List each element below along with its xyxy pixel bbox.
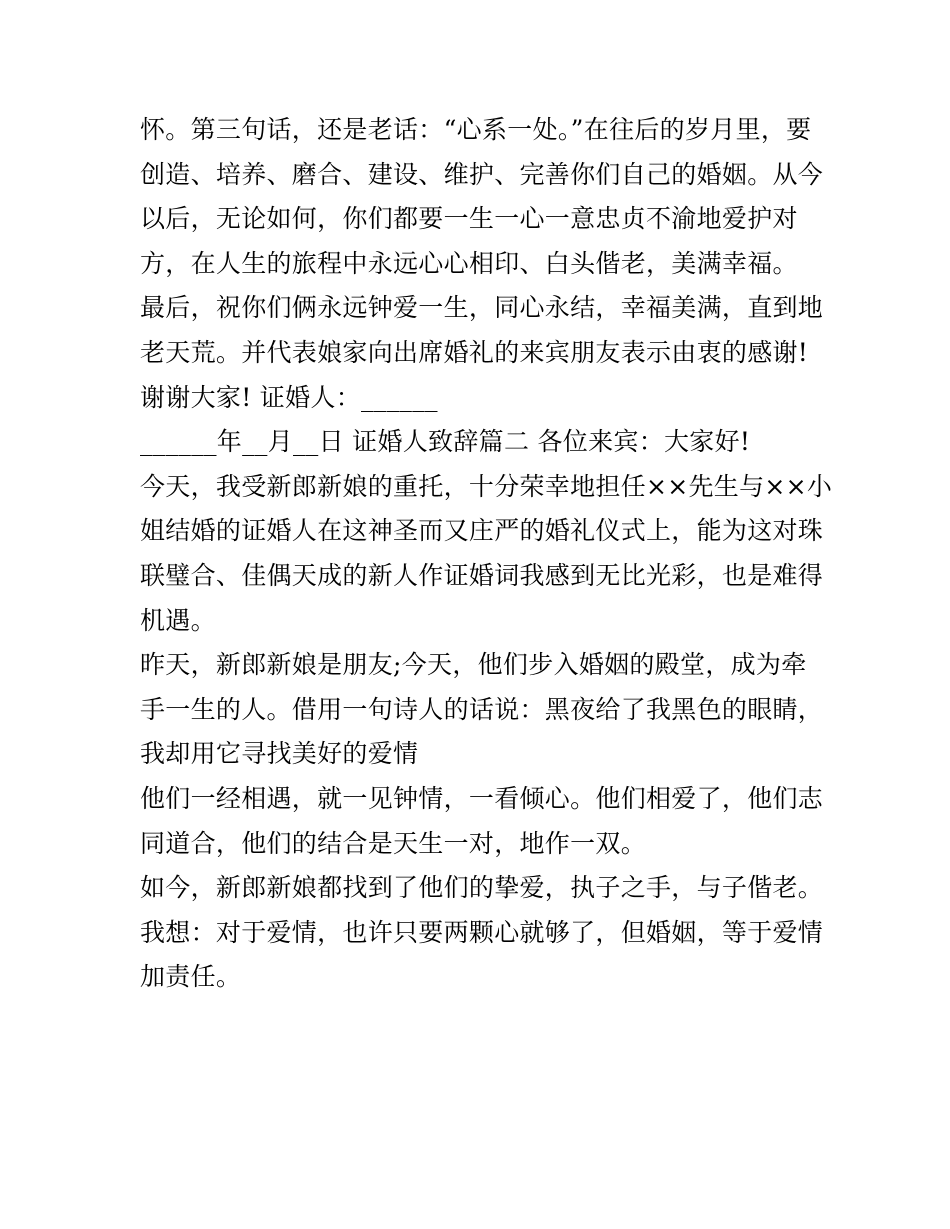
- text-line: 联璧合、佳偶天成的新人作证婚词我感到无比光彩，也是难得: [140, 560, 824, 590]
- text-line: 我却用它寻找美好的爱情: [140, 739, 419, 769]
- text-line: 姐结婚的证婚人在这神圣而又庄严的婚礼仪式上，能为这对珠: [140, 516, 824, 546]
- text-line: 以后，无论如何，你们都要一生一心一意忠贞不渝地爱护对: [140, 204, 798, 234]
- text-line: 我想：对于爱情，也许只要两颗心就够了，但婚姻，等于爱情: [140, 917, 824, 947]
- text-line: 最后，祝你们俩永远钟爱一生，同心永结，幸福美满，直到地: [140, 293, 824, 323]
- text-line: 他们一经相遇，就一见钟情，一看倾心。他们相爱了，他们志: [140, 783, 824, 813]
- document-body: [140, 108, 840, 1000]
- text-line: 手一生的人。借用一句诗人的话说：黑夜给了我黑色的眼睛，: [140, 694, 824, 724]
- text-line: 老天荒。并代表娘家向出席婚礼的来宾朋友表示由衷的感谢!: [140, 337, 809, 367]
- text-line: 方，在人生的旅程中永远心心相印、白头偕老，美满幸福。: [140, 248, 798, 278]
- text-line: 创造、培养、磨合、建设、维护、完善你们自己的婚姻。从今: [140, 159, 824, 189]
- text-line: 如今，新郎新娘都找到了他们的挚爱，执子之手，与子偕老。: [140, 873, 824, 903]
- text-line: 怀。第三句话，还是老话：“心系一处。”在往后的岁月里，要: [140, 115, 812, 144]
- text-line: 谢谢大家! 证婚人：______: [140, 382, 438, 412]
- text-line: 今天，我受新郎新娘的重托，十分荣幸地担任××先生与××小: [140, 471, 833, 501]
- text-line: 同道合，他们的结合是天生一对，地作一双。: [140, 828, 647, 858]
- text-line: ______年__月__日 证婚人致辞篇二 各位来宾：大家好!: [140, 427, 751, 457]
- text-line: 昨天，新郎新娘是朋友;今天，他们步入婚姻的殿堂，成为牵: [140, 650, 807, 680]
- text-line: 机遇。: [140, 605, 216, 635]
- text-line: 加责任。: [140, 962, 242, 992]
